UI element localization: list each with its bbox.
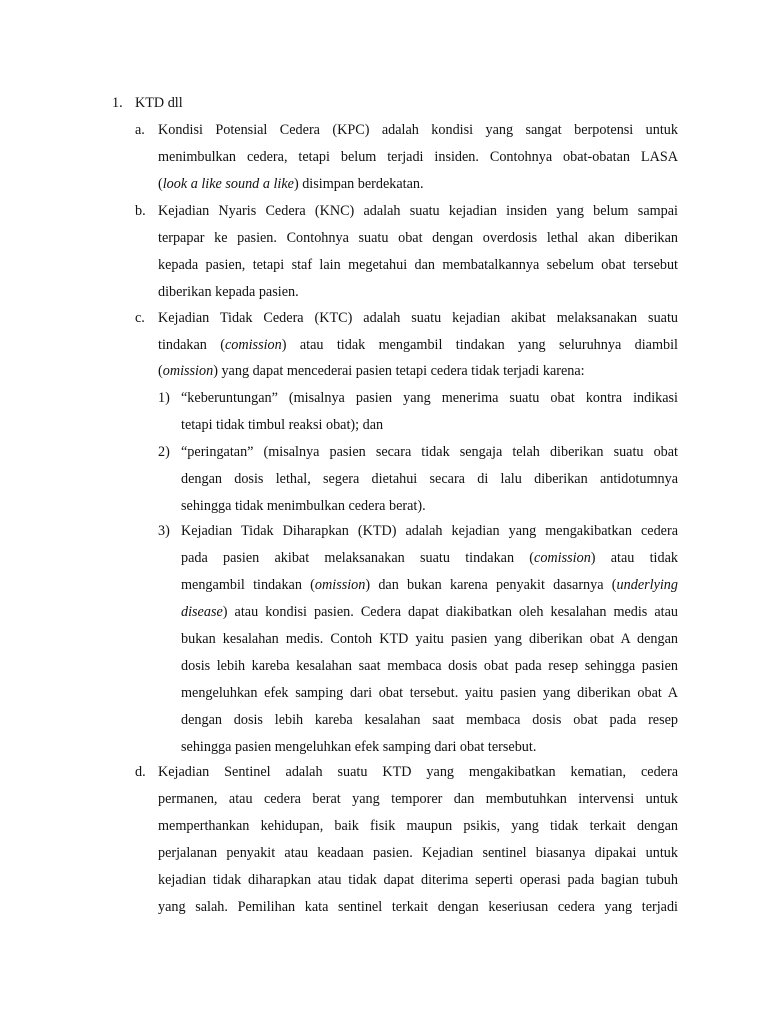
italic-term: comission <box>224 337 282 353</box>
item-d-line-4: perjalanan penyakit atau keadaan pasien. Kejadian sentinel biasanya dipakai untuk <box>158 845 678 861</box>
item-b-line-1: Kejadian Nyaris Cedera (KNC) adalah suatu kejadian insiden yang belum sampai <box>158 203 678 219</box>
item-d-line-1: Kejadian Sentinel adalah suatu KTD yang mengakibatkan kematian, cedera <box>158 764 678 780</box>
list-marker-c: c. <box>135 310 145 326</box>
item-a-line-3: (look a like sound a like) disimpan berdekatan. <box>158 176 424 192</box>
italic-term: comission <box>534 550 591 566</box>
item-c-line-3: (omission) yang dapat mencederai pasien tetapi cedera tidak terjadi karena: <box>158 363 585 379</box>
list-marker-c3: 3) <box>158 523 170 539</box>
list-marker-a: a. <box>135 122 145 138</box>
item-d-line-6: yang salah. Pemilihan kata sentinel terkait dengan keseriusan cedera yang terjadi <box>158 899 678 915</box>
item-b-line-4: diberikan kepada pasien. <box>158 284 299 300</box>
item-b-line-3: kepada pasien, tetapi staf lain megetahui dan membatalkannya sebelum obat tersebut <box>158 257 678 273</box>
italic-term: omission <box>314 577 366 593</box>
list-marker-d: d. <box>135 764 146 780</box>
item-c3-line-9: sehingga pasien mengeluhkan efek samping dari obat tersebut. <box>181 739 537 755</box>
item-c3-line-3: mengambil tindakan (omission) dan bukan karena penyakit dasarnya (underlying <box>181 577 678 593</box>
item-c3-line-8: dengan dosis lebih kareba kesalahan saat membaca dosis obat pada resep <box>181 712 678 728</box>
item-c3-line-6: dosis lebih kareba kesalahan saat membaca dosis obat pada resep sehingga pasien <box>181 658 678 674</box>
italic-term: look a like sound a like <box>162 176 294 192</box>
item-c3-line-2: pada pasien akibat melaksanakan suatu tindakan (comission) atau tidak <box>181 550 678 566</box>
item-c3-line-7: mengeluhkan efek samping dari obat tersebut. yaitu pasien yang diberikan obat A <box>181 685 678 701</box>
item-1-title: KTD dll <box>135 95 183 111</box>
list-marker-b: b. <box>135 203 146 219</box>
item-a-line-2: menimbulkan cedera, tetapi belum terjadi insiden. Contohnya obat-obatan LASA <box>158 149 678 165</box>
item-c-line-1: Kejadian Tidak Cedera (KTC) adalah suatu kejadian akibat melaksanakan suatu <box>158 310 678 326</box>
item-d-line-3: memperthankan kehidupan, baik fisik maupun psikis, yang tidak terkait dengan <box>158 818 678 834</box>
item-a-line-1: Kondisi Potensial Cedera (KPC) adalah kondisi yang sangat berpotensi untuk <box>158 122 678 138</box>
item-c1-line-1: “keberuntungan” (misalnya pasien yang menerima suatu obat kontra indikasi <box>181 390 678 406</box>
list-marker-c2: 2) <box>158 444 170 460</box>
item-d-line-2: permanen, atau cedera berat yang temporer dan membutuhkan intervensi untuk <box>158 791 678 807</box>
italic-term: disease <box>181 604 223 620</box>
item-c3-line-1: Kejadian Tidak Diharapkan (KTD) adalah kejadian yang mengakibatkan cedera <box>181 523 678 539</box>
item-c3-line-4: disease) atau kondisi pasien. Cedera dapat diakibatkan oleh kesalahan medis atau <box>181 604 678 620</box>
item-c-line-2: tindakan (comission) atau tidak mengambil tindakan yang seluruhnya diambil <box>158 337 678 353</box>
item-c2-line-3: sehingga tidak menimbulkan cedera berat). <box>181 498 426 514</box>
italic-term: omission <box>162 363 214 379</box>
item-c2-line-1: “peringatan” (misalnya pasien secara tidak sengaja telah diberikan suatu obat <box>181 444 678 460</box>
item-c1-line-2: tetapi tidak timbul reaksi obat); dan <box>181 417 384 433</box>
item-b-line-2: terpapar ke pasien. Contohnya suatu obat dengan overdosis lethal akan diberikan <box>158 230 678 246</box>
item-d-line-5: kejadian tidak diharapkan atau tidak dapat diterima seperti operasi pada bagian tubuh <box>158 872 678 888</box>
list-number-1: 1. <box>112 95 123 111</box>
item-c2-line-2: dengan dosis lethal, segera dietahui secara di lalu diberikan antidotumnya <box>181 471 678 487</box>
italic-term: underlying <box>616 577 678 593</box>
list-marker-c1: 1) <box>158 390 170 406</box>
item-c3-line-5: bukan kesalahan medis. Contoh KTD yaitu pasien yang diberikan obat A dengan <box>181 631 678 647</box>
